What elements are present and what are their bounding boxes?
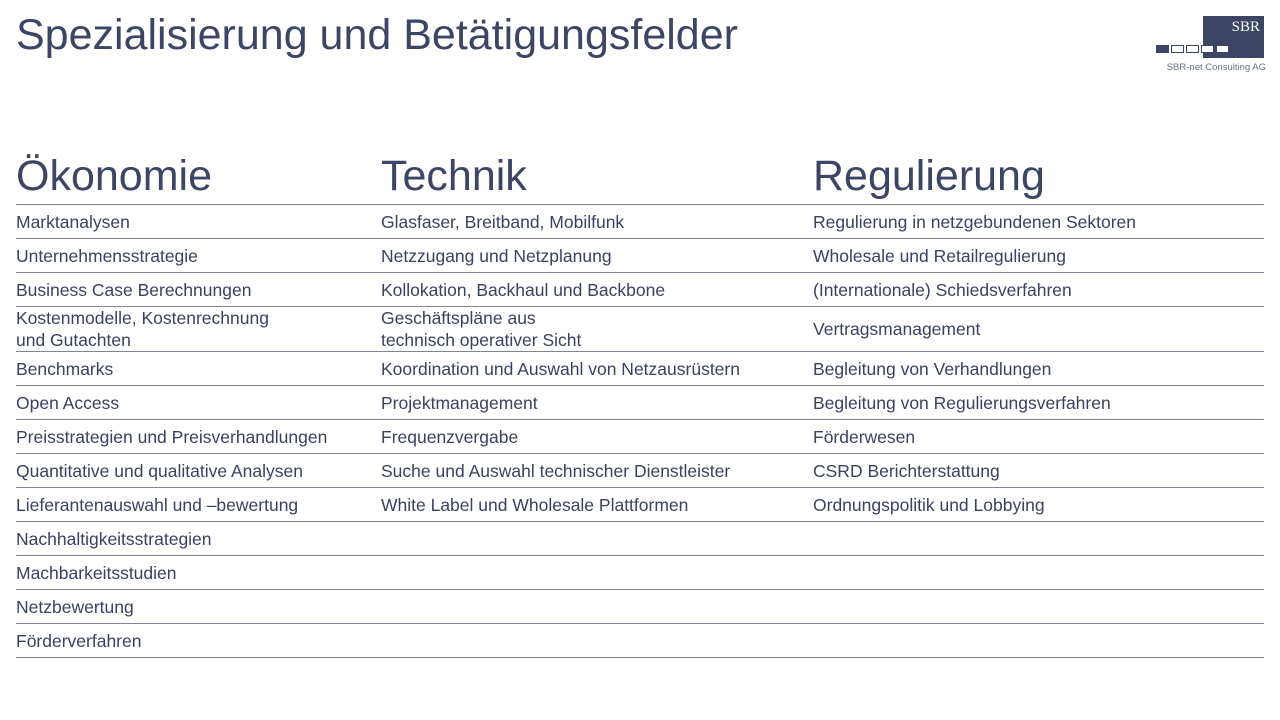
table-cell (813, 556, 1263, 589)
logo-square (1156, 45, 1169, 53)
table-row (16, 306, 1264, 351)
table-row (16, 419, 1264, 453)
table-cell (381, 624, 811, 657)
column-header-technik: Technik (381, 152, 527, 200)
table-cell: CSRD Berichterstattung (813, 460, 1000, 481)
column-header-regulierung: Regulierung (813, 152, 1045, 200)
table-row (16, 453, 1264, 487)
table-cell: Netzzugang und Netzplanung (381, 245, 612, 266)
logo-square (1171, 45, 1184, 53)
logo-square (1216, 45, 1229, 53)
table-cell (813, 624, 1263, 657)
table-cell: Marktanalysen (16, 211, 130, 232)
table-row (16, 521, 1264, 555)
competence-table (16, 204, 1264, 658)
table-cell: Kollokation, Backhaul und Backbone (381, 279, 666, 300)
logo-box-text: SBR (1231, 19, 1260, 35)
table-cell: Machbarkeitsstudien (16, 562, 177, 583)
table-row (16, 385, 1264, 419)
table-cell: Open Access (16, 392, 120, 413)
table-cell: Quantitative und qualitative Analysen (16, 460, 303, 481)
table-row (16, 272, 1264, 306)
table-cell: Koordination und Auswahl von Netzausrüstern (381, 358, 740, 379)
table-cell (381, 522, 811, 555)
table-cell: Förderwesen (813, 426, 916, 447)
page-title: Spezialisierung und Betätigungsfelder (16, 11, 738, 59)
table-cell: Förderverfahren (16, 630, 142, 651)
table-cell: Preisstrategien und Preisverhandlungen (16, 426, 328, 447)
table-cell: Regulierung in netzgebundenen Sektoren (813, 211, 1137, 232)
table-cell (813, 522, 1263, 555)
table-cell: Frequenzvergabe (381, 426, 519, 447)
table-cell: Benchmarks (16, 358, 114, 379)
table-cell: Netzbewertung (16, 596, 134, 617)
table-cell: Lieferantenauswahl und –bewertung (16, 494, 299, 515)
table-row (16, 351, 1264, 385)
table-cell: Projektmanagement (381, 392, 538, 413)
table-cell: Kostenmodelle, Kostenrechnung und Gutachten (16, 308, 269, 350)
table-cell: Unternehmensstrategie (16, 245, 198, 266)
logo-caption: SBR-net Consulting AG (1166, 62, 1266, 73)
column-header-oekonomie: Ökonomie (16, 152, 212, 200)
logo-square (1186, 45, 1199, 53)
table-row (16, 487, 1264, 521)
table-cell: Vertragsmanagement (813, 319, 981, 339)
table-cell: Begleitung von Verhandlungen (813, 358, 1052, 379)
table-cell: Suche und Auswahl technischer Dienstleister (381, 460, 731, 481)
table-row (16, 589, 1264, 623)
table-cell: Business Case Berechnungen (16, 279, 252, 300)
table-cell: Geschäftspläne aus technisch operativer Sicht (381, 308, 582, 350)
table-cell (813, 590, 1263, 623)
logo-square (1201, 45, 1214, 53)
table-cell: White Label und Wholesale Plattformen (381, 494, 689, 515)
table-cell: Begleitung von Regulierungsverfahren (813, 392, 1111, 413)
company-logo (1154, 16, 1266, 76)
table-cell (381, 556, 811, 589)
table-cell: Nachhaltigkeitsstrategien (16, 528, 212, 549)
table-cell: (Internationale) Schiedsverfahren (813, 279, 1072, 300)
table-row (16, 238, 1264, 272)
table-cell: Ordnungspolitik und Lobbying (813, 494, 1045, 515)
table-row (16, 204, 1264, 238)
table-cell: Wholesale und Retailregulierung (813, 245, 1066, 266)
table-cell (381, 590, 811, 623)
table-row (16, 555, 1264, 589)
table-cell: Glasfaser, Breitband, Mobilfunk (381, 211, 625, 232)
table-row (16, 623, 1264, 658)
